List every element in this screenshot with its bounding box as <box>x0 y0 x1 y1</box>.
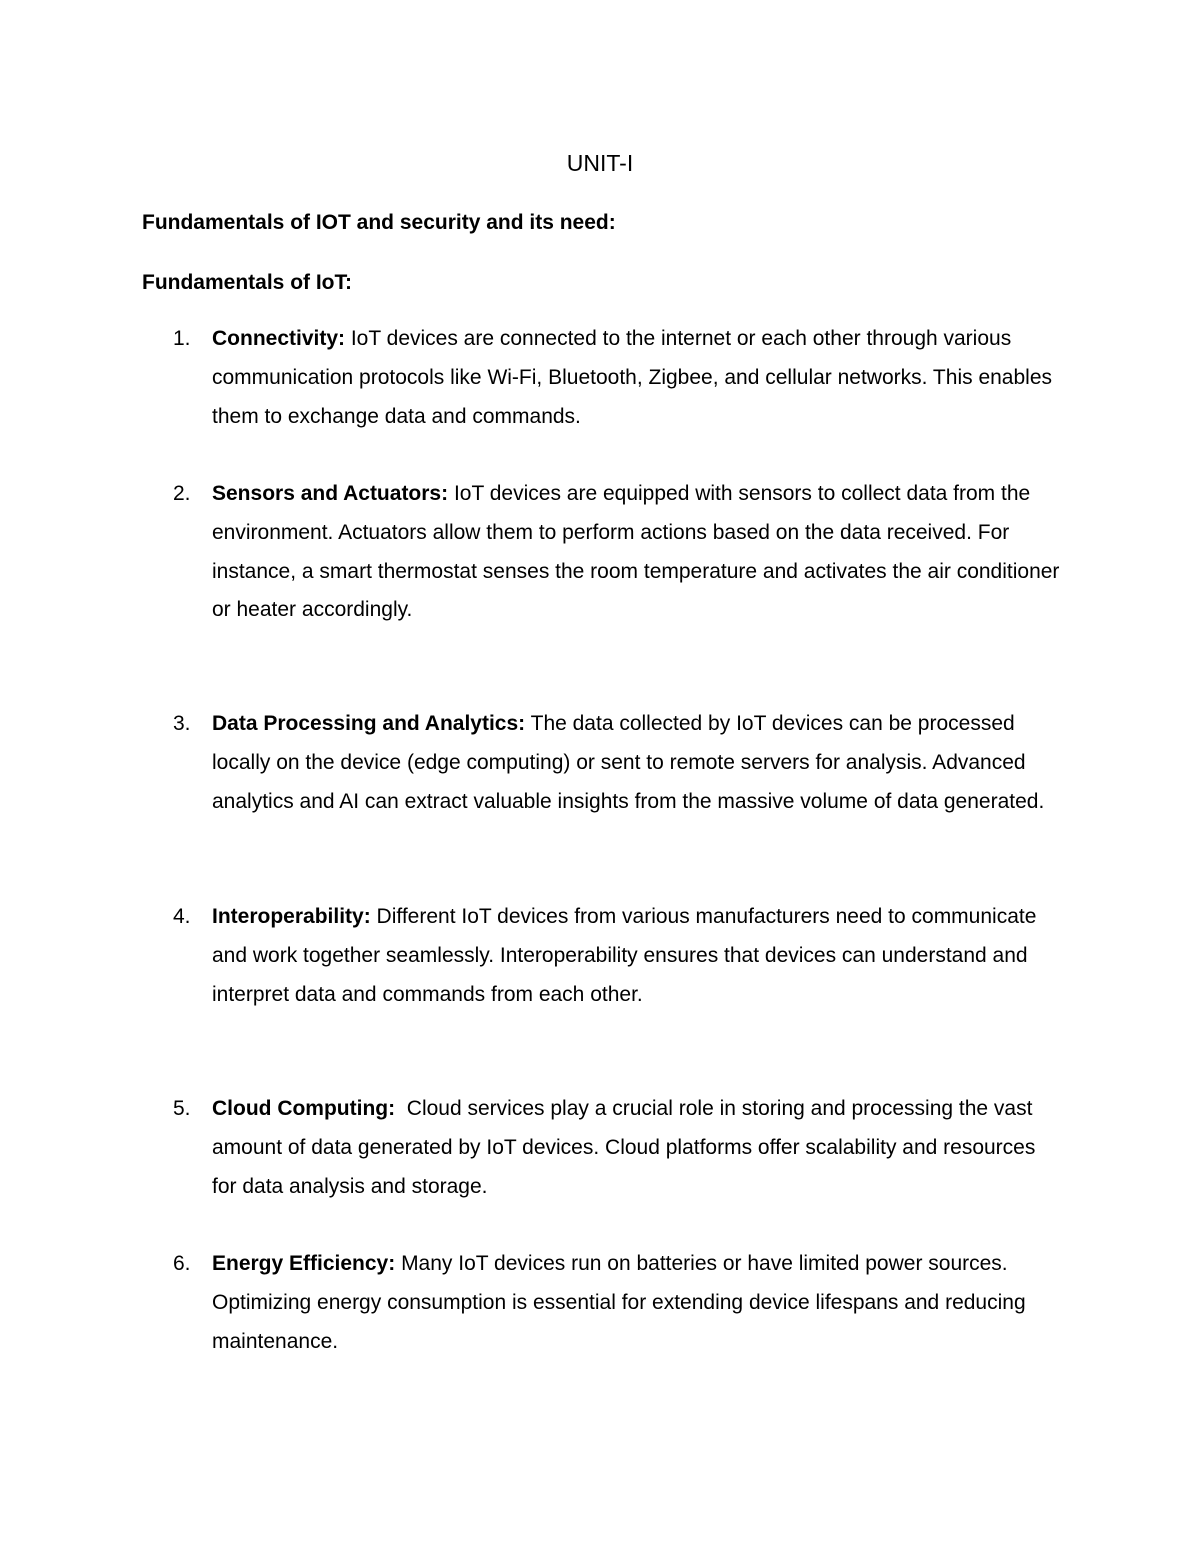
list-item-interoperability <box>173 898 1073 1014</box>
list-item-description: Different IoT devices from various manufacturers need to communicate and work together seamlessly. Interoperability ensures that devices can understand and interpret data and commands from each other. <box>212 905 1037 1006</box>
list-item-body <box>212 475 1062 630</box>
list-item-number: 4. <box>173 905 191 928</box>
list-item-body <box>212 705 1062 821</box>
list-item-term: Data Processing and Analytics: <box>212 712 526 735</box>
list-item-cloud-computing <box>173 1090 1073 1206</box>
list-item-number: 1. <box>173 327 191 350</box>
list-item-number: 5. <box>173 1097 191 1120</box>
list-item-description: Cloud services play a crucial role in storing and processing the vast amount of data generated by IoT devices. Cloud platforms offer scalability and resources for data analysis and storage. <box>212 1097 1042 1198</box>
list-item-number: 6. <box>173 1252 191 1275</box>
list-item-description: IoT devices are equipped with sensors to collect data from the environment. Actuators allow them to perform actions based on the data received. For instance, a smart thermostat senses the room temperature and activates the air conditioner or heater accordingly. <box>212 482 1060 622</box>
list-item-term: Cloud Computing: <box>212 1097 396 1120</box>
list-item-description: The data collected by IoT devices can be processed locally on the device (edge computing) or sent to remote servers for analysis. Advanced analytics and AI can extract valuable insights from the massive volume of data generated. <box>212 712 1045 813</box>
list-item-energy-efficiency <box>173 1245 1073 1361</box>
section-heading: Fundamentals of IoT: <box>142 271 352 294</box>
list-item-term: Interoperability: <box>212 905 371 928</box>
unit-title: UNIT-I <box>566 150 634 176</box>
list-item-number: 2. <box>173 482 191 505</box>
list-item-term: Connectivity: <box>212 327 346 350</box>
list-item-sensors-actuators <box>173 475 1073 630</box>
list-item-description: Many IoT devices run on batteries or have limited power sources. Optimizing energy consumption is essential for extending device lifespans and reducing maintenance. <box>212 1252 1026 1353</box>
list-item-body <box>212 320 1062 436</box>
list-item-term: Sensors and Actuators: <box>212 482 449 505</box>
list-item-number: 3. <box>173 712 191 735</box>
list-item-description: IoT devices are connected to the internet or each other through various communication protocols like Wi-Fi, Bluetooth, Zigbee, and cellular networks. This enables them to exchange data and commands. <box>212 327 1052 428</box>
list-item-body <box>212 1090 1062 1206</box>
main-heading: Fundamentals of IOT and security and its need: <box>142 211 616 234</box>
list-item-data-processing <box>173 705 1073 821</box>
list-item-body <box>212 1245 1062 1361</box>
list-item-term: Energy Efficiency: <box>212 1252 396 1275</box>
list-item-body <box>212 898 1062 1014</box>
list-item-connectivity <box>173 320 1073 436</box>
